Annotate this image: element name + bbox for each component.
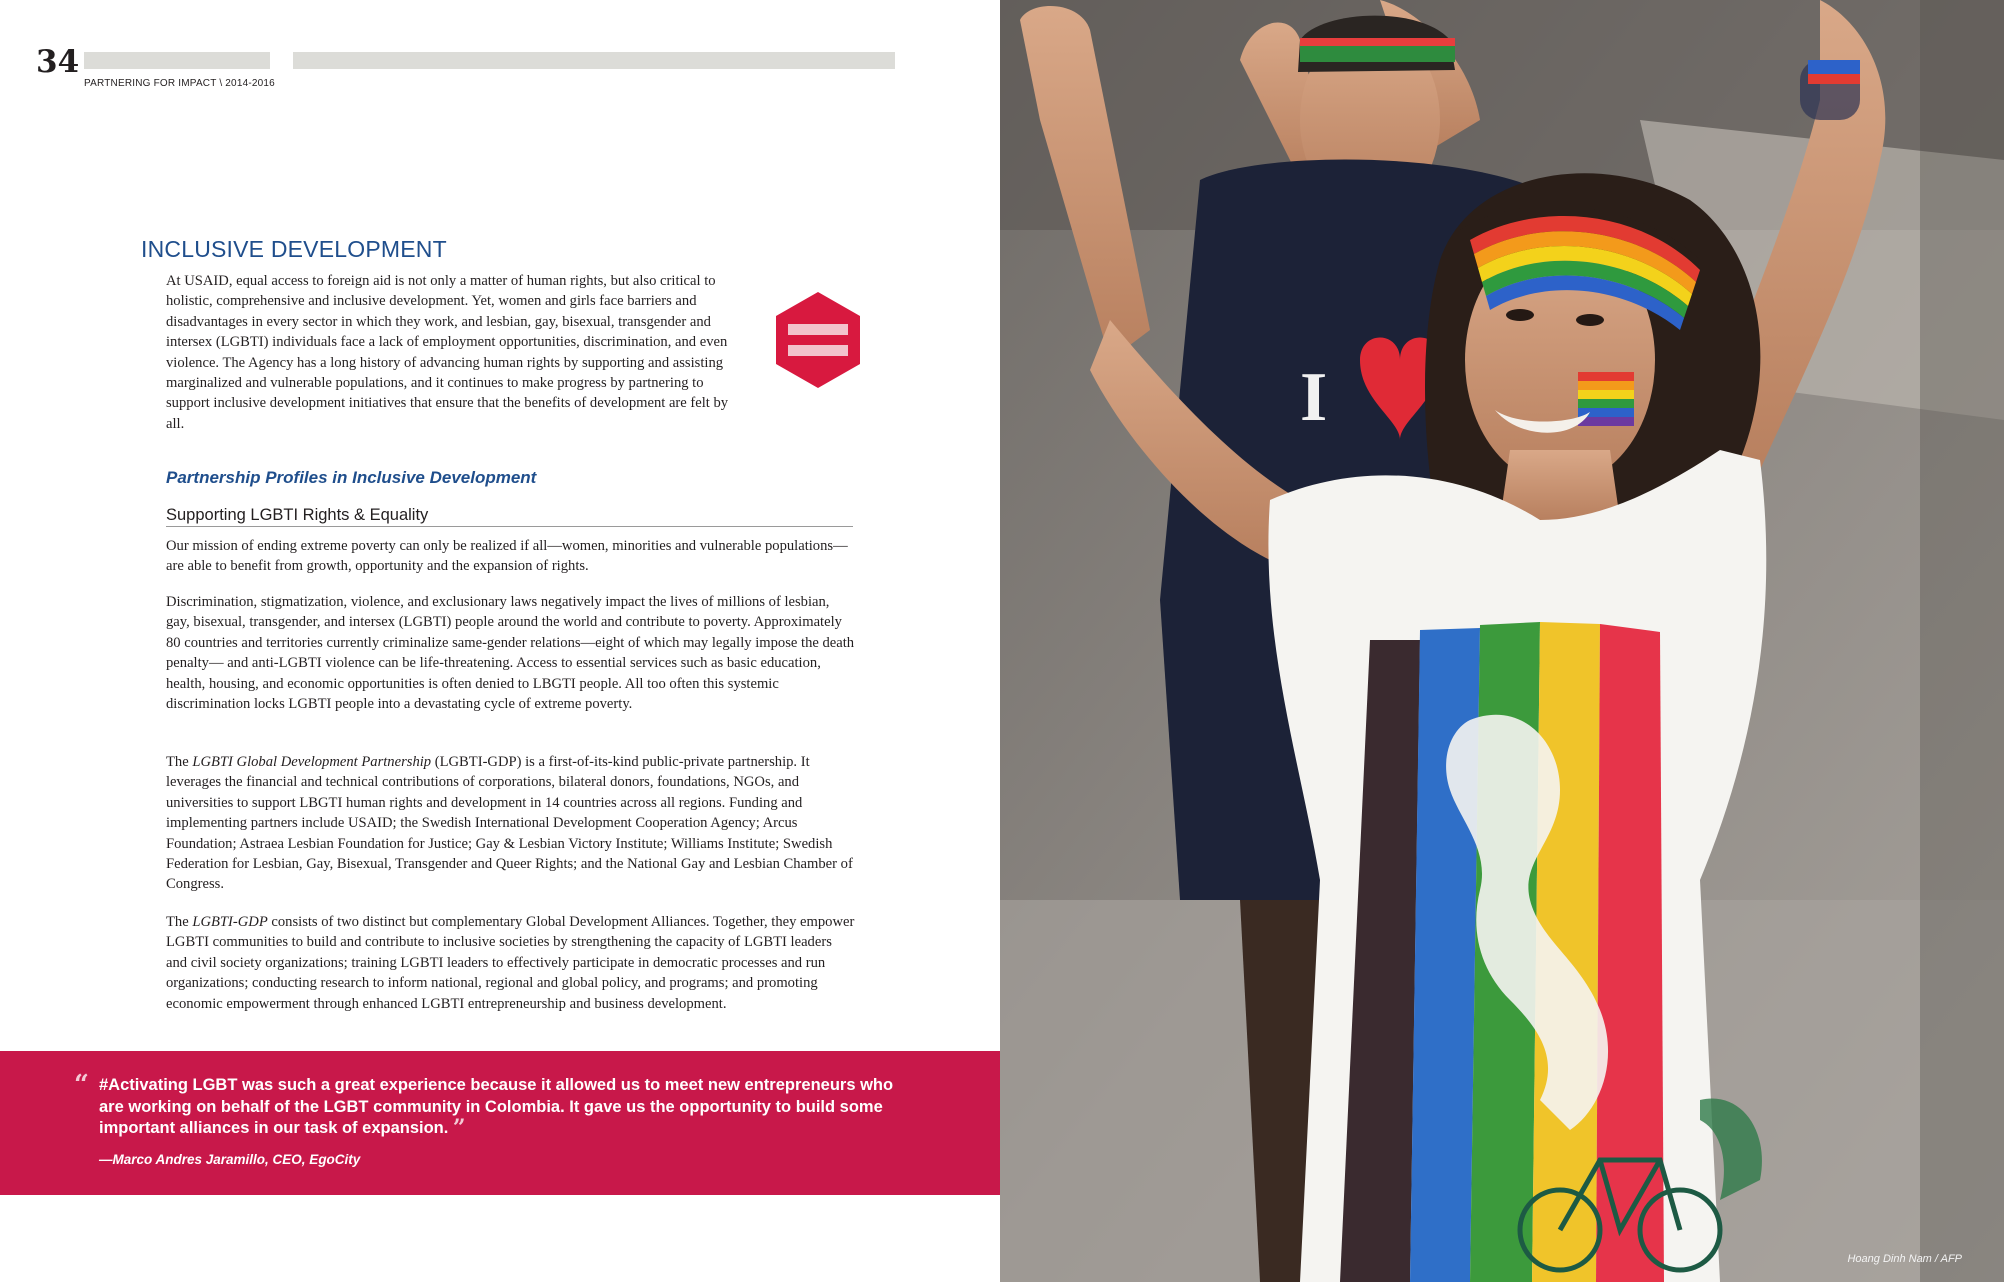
page-number: 34 <box>36 44 80 80</box>
p3-italic-name: LGBTI Global Development Partnership <box>192 754 432 770</box>
quote-text <box>99 1075 899 1140</box>
section-title: INCLUSIVE DEVELOPMENT <box>141 236 447 262</box>
quote-close-mark: ” <box>452 1115 466 1141</box>
photo-credit: Hoang Dinh Nam / AFP <box>1847 1253 1962 1265</box>
p4-italic-name: LGBTI-GDP <box>192 914 268 930</box>
p3-rest: (LGBTI-GDP) is a first-of-its-kind public-private partnership. It leverages the financial and technical contributions of corporations, bilateral donors, foundations, NGOs, and universities to support LBGTI human rights and development in 14 countries across all regions. Funding and implementing partners include USAID; the Swedish International Development Cooperation Agency; Arcus Foundation; Astraea Lesbian Foundation for Justice; Gay & Lesbian Victory Institute; Williams Institute; Swedish Federation for Lesbian, Gay, Bisexual, Transgender and Queer Rights; and the National Gay and Lesbian Chamber of Congress. <box>166 754 853 893</box>
paragraph-mission: Our mission of ending extreme poverty can only be realized if all—women, minorities and vulnerable populations—are able to benefit from growth, opportunity and the expansion of rights. <box>166 538 848 575</box>
intro-paragraph: At USAID, equal access to foreign aid is not only a matter of human rights, but also critical to holistic, comprehensive and inclusive development. Yet, women and girls face barriers and disadvantages in every sector in which they work, and lesbian, gay, bisexual, transgender and intersex (LGBTI) individuals face a lack of employment opportunities, discrimination, and even violence. The Agency has a long history of advancing human rights by supporting and assisting marginalized and vulnerable populations, and it continues to make progress by partnering to support inclusive development initiatives that ensure that the benefits of development are felt by all. <box>166 273 729 432</box>
equality-hexagon-icon <box>774 290 862 390</box>
profiles-heading: Partnership Profiles in Inclusive Development <box>166 468 537 487</box>
p3-lead: The <box>166 754 193 770</box>
subheading-lgbti-rights: Supporting LGBTI Rights & Equality <box>166 506 853 527</box>
left-page <box>0 0 1000 1282</box>
header-bar-left <box>84 52 270 69</box>
header-bar-right <box>293 52 895 69</box>
quote-attribution: —Marco Andres Jaramillo, CEO, EgoCity <box>99 1152 361 1167</box>
photo-pride-march <box>1000 0 2004 1282</box>
quote-open-mark: “ <box>74 1070 89 1100</box>
paragraph-discrimination: Discrimination, stigmatization, violence, and exclusionary laws negatively impact the lives of millions of lesbian, gay, bisexual, transgender, and intersex (LGBTI) people around the world and contribute to poverty. Approximately 80 countries and territories currently criminalize same-gender relations—eight of which may legally impose the death penalty— and anti-LGBTI violence can be life-threatening. Access to essential services such as basic education, health, housing, and economic opportunities is often denied to LBGTI people. All too often this systemic discrimination locks LGBTI people into a devastating cycle of extreme poverty. <box>166 594 855 713</box>
quote-body: #Activating LGBT was such a great experience because it allowed us to meet new entrepreneurs who are working on behalf of the LGBT community in Colombia. It gave us the opportunity to build some important alliances in our task of expansion. <box>99 1076 894 1137</box>
p4-lead: The <box>166 914 193 930</box>
p4-rest: consists of two distinct but complementary Global Development Alliances. Together, they empower LGBTI communities to build and contribute to inclusive societies by strengthening the capacity of LGBTI leaders and civil society organizations; training LGBTI leaders to effectively participate in democratic processes and run organizations; conducting research to inform national, regional and global policy, and programs; and promoting economic empowerment through enhanced LGBTI entrepreneurship and business development. <box>166 914 855 1012</box>
svg-text:I: I <box>1300 359 1328 436</box>
running-title: PARTNERING FOR IMPACT \ 2014-2016 <box>84 78 275 89</box>
paragraph-gdp-partnership <box>166 752 856 895</box>
paragraph-gdp-alliances <box>166 912 856 1014</box>
